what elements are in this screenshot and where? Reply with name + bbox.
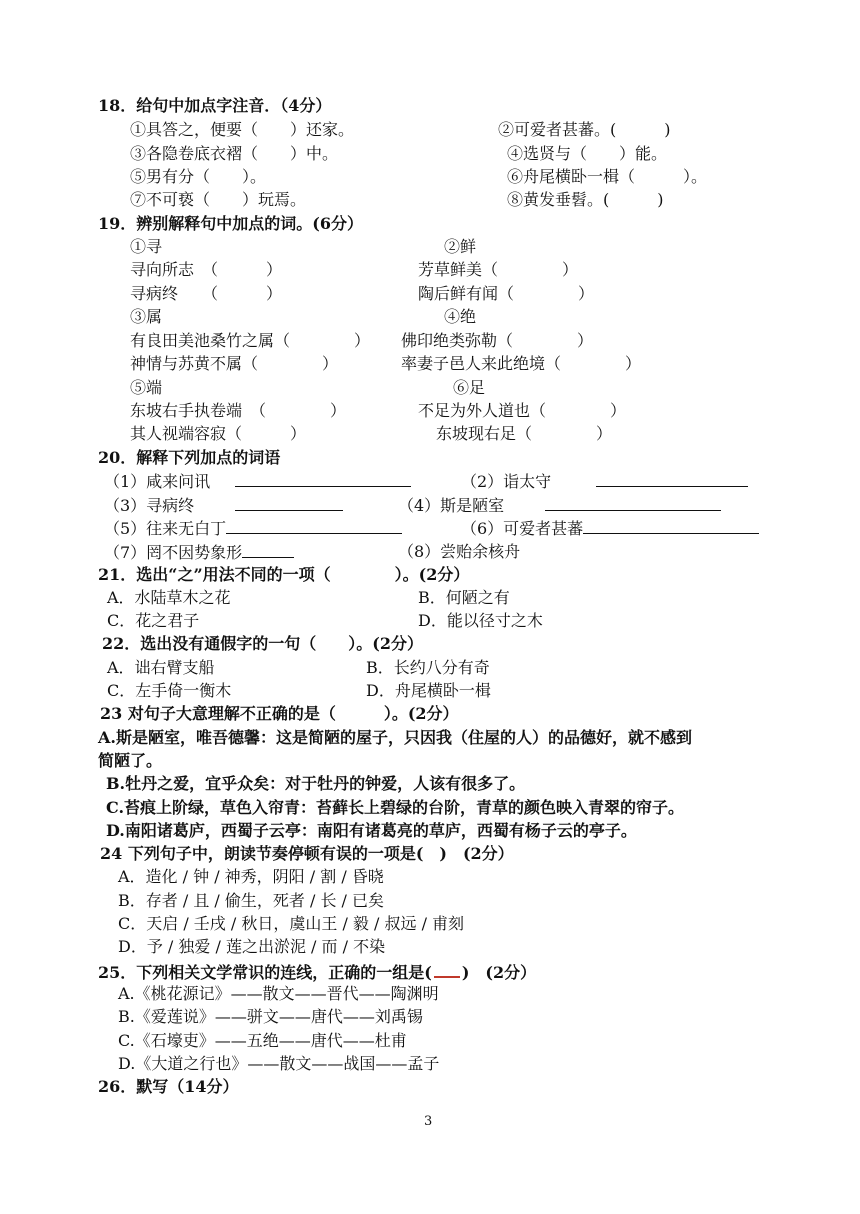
q19-item: ④绝	[444, 307, 477, 326]
q23-option-a-cont: 简陋了。	[98, 751, 163, 770]
q22-title: 22．选出没有通假字的一句（ ）。(2分）	[102, 634, 423, 653]
q18-title: 18．给句中加点字注音．（4分）	[98, 96, 332, 115]
q24-option-a: A．造化 / 钟 / 神秀，阴阳 / 割 / 昏晓	[118, 867, 384, 886]
q25-option-c: C.《石壕吏》——五绝——唐代——杜甫	[118, 1031, 407, 1050]
q19-title: 19．辨别解释句中加点的词。(6分）	[98, 214, 363, 233]
q19-item: ⑤端	[130, 378, 163, 397]
q19-item: ③属	[130, 307, 163, 326]
q19-item: 其人视端容寂（ ）	[130, 424, 307, 443]
q20-item: （3）寻病终	[104, 494, 343, 517]
q19-item: 东坡右手执卷端 （ ）	[130, 401, 347, 420]
q18-item-6: ⑥舟尾横卧一楫（ ）。	[507, 167, 708, 186]
q18-item-1: ①具答之，便要（ ）还家。	[130, 120, 355, 139]
q19-item: 神情与苏黄不属（ ）	[130, 354, 339, 373]
q19-item: ⑥足	[453, 378, 486, 397]
q18-item-4: ④选贤与（ ）能。	[507, 144, 668, 163]
q19-item: 有良田美池桑竹之属（ ）	[130, 331, 371, 350]
q22-option-b: B．长约八分有奇	[366, 658, 490, 677]
q19-item: ①寻	[130, 237, 163, 256]
q19-item: 陶后鲜有闻（ ）	[418, 284, 595, 303]
q20-item: （7）罔不因势象形	[104, 541, 294, 564]
q19-item: 东坡现右足（ ）	[436, 424, 613, 443]
q20-item: （1）咸来问讯	[104, 470, 411, 493]
q20-item: （6）可爱者甚蕃	[461, 517, 759, 540]
q21-title: 21．选出“之”用法不同的一项（ ）。(2分）	[98, 565, 470, 584]
page-number: 3	[424, 1114, 433, 1129]
q24-option-c: C．天启 / 壬戌 / 秋日，虞山王 / 毅 / 叔远 / 甫刻	[118, 914, 465, 933]
q19-item: 寻病终 （ ）	[130, 284, 283, 303]
q21-option-b: B．何陋之有	[418, 588, 510, 607]
q25-option-b: B.《爱莲说》——骈文——唐代——刘禹锡	[118, 1007, 423, 1026]
q24-title: 24 下列句子中，朗读节奏停顿有误的一项是( ) (2分）	[100, 844, 514, 863]
q20-item: （5）往来无白丁	[104, 517, 402, 540]
q22-option-c: C．左手倚一衡木	[107, 681, 232, 700]
q21-option-d: D．能以径寸之木	[418, 611, 543, 630]
q19-item: ②鲜	[444, 237, 477, 256]
q24-option-b: B．存者 / 且 / 偷生，死者 / 长 / 已矣	[118, 891, 385, 910]
q23-option-a: A.斯是陋室，唯吾德馨：这是简陋的屋子，只因我（住屋的人）的品德好，就不感到	[98, 728, 692, 747]
q22-option-a: A．诎右臂支船	[107, 658, 215, 677]
q18-item-3: ③各隐卷底衣褶（ ）中。	[130, 144, 339, 163]
q20-item: （2）诣太守	[461, 470, 748, 493]
q21-option-a: A．水陆草木之花	[107, 588, 231, 607]
q20-title: 20．解释下列加点的词语	[98, 448, 281, 467]
q18-item-5: ⑤男有分（ ）。	[130, 167, 267, 186]
q23-title: 23 对句子大意理解不正确的是（ ）。(2分）	[100, 704, 459, 723]
q26-title: 26．默写（14分）	[98, 1077, 239, 1096]
q22-option-d: D．舟尾横卧一楫	[366, 681, 491, 700]
q19-item: 率妻子邑人来此绝境（ ）	[401, 354, 642, 373]
q25-option-a: A.《桃花源记》——散文——晋代——陶渊明	[118, 984, 439, 1003]
q19-item: 芳草鲜美（ ）	[418, 260, 579, 279]
q18-item-2: ②可爱者甚蕃。( )	[498, 120, 671, 139]
q21-option-c: C．花之君子	[107, 611, 200, 630]
q24-option-d: D．予 / 独爱 / 莲之出淤泥 / 而 / 不染	[118, 937, 386, 956]
q23-option-b: B.牡丹之爱，宜乎众矣：对于牡丹的钟爱，人该有很多了。	[106, 774, 526, 793]
q19-item: 佛印绝类弥勒（ ）	[401, 331, 594, 350]
q20-item: （4）斯是陋室	[398, 494, 721, 517]
q18-item-8: ⑧黄发垂髫。( )	[507, 190, 664, 209]
q19-item: 寻向所志 （ ）	[130, 260, 283, 279]
q20-item: （8）尝贻余核舟	[398, 542, 521, 561]
q18-item-7: ⑦不可亵（ ）玩焉。	[130, 190, 307, 209]
q25-title: 25．下列相关文学常识的连线，正确的一组是( ) (2分）	[98, 960, 536, 984]
q23-option-d: D.南阳诸葛庐，西蜀子云亭：南阳有诸葛亮的草庐，西蜀有杨子云的亭子。	[106, 821, 637, 840]
q25-option-d: D.《大道之行也》——散文——战国——孟子	[118, 1054, 440, 1073]
q23-option-c: C.苔痕上阶绿，草色入帘青：苔藓长上碧绿的台阶，青草的颜色映入青翠的帘子。	[106, 798, 685, 817]
q19-item: 不足为外人道也（ ）	[418, 401, 627, 420]
